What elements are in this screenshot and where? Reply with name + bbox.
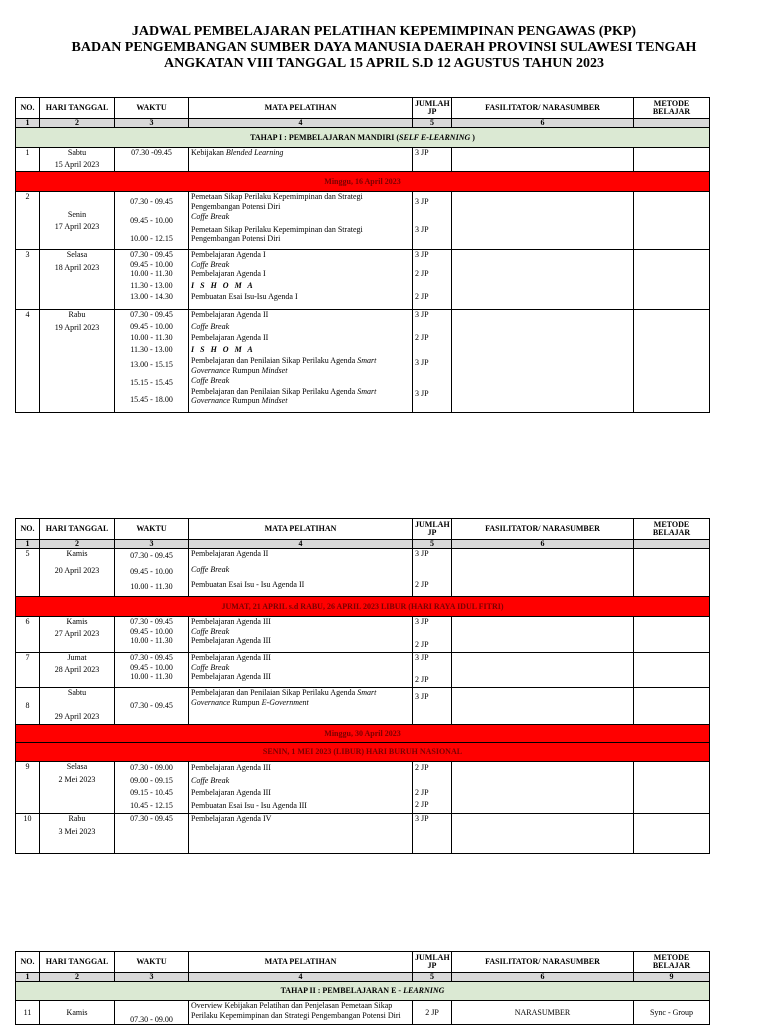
- col-number: 2: [40, 119, 115, 128]
- col-number: 1: [16, 973, 40, 982]
- row-day: Selasa 18 April 2023: [40, 250, 115, 310]
- row-facilitator: NARASUMBER: [452, 1001, 634, 1025]
- row-subject: Kebijakan Blended Learning: [189, 148, 413, 172]
- schedule-table-2: [15, 518, 710, 854]
- row-facilitator: [452, 688, 634, 725]
- table-row: [16, 250, 710, 310]
- col-header-no: NO.: [16, 98, 40, 119]
- row-method: [634, 617, 710, 653]
- row-jp: 3 JP 2 JP: [413, 549, 452, 597]
- table-header-row: [16, 98, 710, 119]
- row-jp: 2 JP: [413, 1001, 452, 1025]
- row-method: [634, 762, 710, 814]
- doc-title-line-2: BADAN PENGEMBANGAN SUMBER DAYA MANUSIA DAERAH PROVINSI SULAWESI TENGAH: [71, 40, 697, 55]
- row-day: Jumat 28 April 2023: [40, 653, 115, 688]
- table-row: [16, 549, 710, 597]
- row-day: Sabtu 15 April 2023: [40, 148, 115, 172]
- row-day: Rabu 19 April 2023: [40, 310, 115, 413]
- row-jp: 3 JP 2 JP 2 JP: [413, 250, 452, 310]
- col-header-facilitator: FASILITATOR/ NARASUMBER: [452, 98, 634, 119]
- row-subject: Pembelajaran Agenda I Coffe Break Pembelajaran Agenda I I S H O M A Pembuatan Esai Isu-Isu Agenda I: [189, 250, 413, 310]
- row-method: [634, 250, 710, 310]
- row-subject: Pemetaan Sikap Perilaku Kepemimpinan dan Strategi Pengembangan Potensi Diri Coffe Break Pemetaan Sikap Perilaku Kepemimpinan dan Strategi Pengembangan Potensi Diri: [189, 192, 413, 250]
- row-day: Kamis 20 April 2023: [40, 549, 115, 597]
- row-day: Selasa 2 Mei 2023: [40, 762, 115, 814]
- row-jp: 3 JP 2 JP: [413, 617, 452, 653]
- row-subject: Pembelajaran Agenda III Coffe Break Pembelajaran Agenda III: [189, 617, 413, 653]
- row-jp: 3 JP: [413, 688, 452, 725]
- row-no: 9: [16, 762, 40, 814]
- row-day: Sabtu 29 April 2023: [40, 688, 115, 725]
- row-facilitator: [452, 762, 634, 814]
- row-day: Senin 17 April 2023: [40, 192, 115, 250]
- row-jp: 2 JP 2 JP 2 JP: [413, 762, 452, 814]
- col-header-facilitator: FASILITATOR/ NARASUMBER: [452, 519, 634, 540]
- row-jp: 3 JP: [413, 814, 452, 854]
- row-method: [634, 549, 710, 597]
- col-number: 6: [452, 973, 634, 982]
- schedule-table-1: [15, 97, 710, 413]
- row-subject: Pembelajaran Agenda II Coffe Break Pembuatan Esai Isu - Isu Agenda II: [189, 549, 413, 597]
- table-row: [16, 192, 710, 250]
- row-no: 6: [16, 617, 40, 653]
- column-number-row: [16, 119, 710, 128]
- row-subject: Pembelajaran dan Penilaian Sikap Perilaku Agenda Smart Governance Rumpun E-Government: [189, 688, 413, 725]
- col-number: 3: [115, 973, 189, 982]
- row-time: 07.30 - 09.45 09.45 - 10.00 10.00 - 11.30 11.30 - 13.00 13.00 - 15.15 15.15 - 15.45 15.45 - 18.00: [115, 310, 189, 413]
- col-number: 1: [16, 119, 40, 128]
- col-number: [634, 540, 710, 549]
- holiday-label: Minggu, 16 April 2023: [16, 172, 710, 192]
- stage-label: TAHAP II : PEMBELAJARAN E - LEARNING: [16, 982, 710, 1001]
- row-time: 07.30 - 09.45: [115, 814, 189, 854]
- col-header-jp: JUMLAH JP: [413, 98, 452, 119]
- col-number: 9: [634, 973, 710, 982]
- col-header-day: HARI TANGGAL: [40, 519, 115, 540]
- col-number: 3: [115, 540, 189, 549]
- col-number: 1: [16, 540, 40, 549]
- row-no: 5: [16, 549, 40, 597]
- row-method: [634, 148, 710, 172]
- stage-row: [16, 982, 710, 1001]
- row-no: 11: [16, 1001, 40, 1025]
- stage-row: [16, 128, 710, 148]
- table-row: [16, 148, 710, 172]
- row-subject: Pembelajaran Agenda III Coffe Break Pembelajaran Agenda III: [189, 653, 413, 688]
- column-number-row: [16, 973, 710, 982]
- row-time: 07.30 - 09.45 09.45 - 10.00 10.00 - 12.15: [115, 192, 189, 250]
- row-time: 07.30 - 09.00 09.00 - 09.15 09.15 - 10.45 10.45 - 12.15: [115, 762, 189, 814]
- col-header-time: WAKTU: [115, 952, 189, 973]
- holiday-row: [16, 597, 710, 617]
- row-no: 1: [16, 148, 40, 172]
- col-header-day: HARI TANGGAL: [40, 952, 115, 973]
- row-facilitator: [452, 250, 634, 310]
- col-number: 2: [40, 973, 115, 982]
- table-row: [16, 688, 710, 725]
- col-header-method: METODE BELAJAR: [634, 952, 710, 973]
- col-header-time: WAKTU: [115, 98, 189, 119]
- row-facilitator: [452, 617, 634, 653]
- col-header-method: METODE BELAJAR: [634, 98, 710, 119]
- row-day: Kamis: [40, 1001, 115, 1025]
- table-row: [16, 617, 710, 653]
- holiday-label: SENIN, 1 MEI 2023 (LIBUR) HARI BURUH NASIONAL: [16, 743, 710, 762]
- row-facilitator: [452, 148, 634, 172]
- holiday-row: [16, 725, 710, 743]
- col-number: 6: [452, 119, 634, 128]
- col-number: 4: [189, 119, 413, 128]
- col-number: 5: [413, 973, 452, 982]
- row-facilitator: [452, 192, 634, 250]
- col-header-method: METODE BELAJAR: [634, 519, 710, 540]
- col-header-no: NO.: [16, 952, 40, 973]
- row-method: Sync - Group: [634, 1001, 710, 1025]
- row-method: [634, 653, 710, 688]
- row-method: [634, 688, 710, 725]
- row-no: 3: [16, 250, 40, 310]
- col-number: [634, 119, 710, 128]
- row-time: 07.30 - 09.45 09.45 - 10.00 10.00 - 11.30 11.30 - 13.00 13.00 - 14.30: [115, 250, 189, 310]
- row-no: 2: [16, 192, 40, 250]
- row-subject: Pembelajaran Agenda II Coffe Break Pembelajaran Agenda II I S H O M A Pembelajaran dan Penilaian Sikap Perilaku Agenda Smart Governance Rumpun Mindset Coffe Break Pembelajaran dan Penilaian Sikap Perilaku Agenda Smart Governance Rumpun Mindset: [189, 310, 413, 413]
- holiday-row: [16, 172, 710, 192]
- row-jp: 3 JP 2 JP: [413, 653, 452, 688]
- stage-label: TAHAP I : PEMBELAJARAN MANDIRI (SELF E-LEARNING ): [16, 128, 710, 148]
- row-time: 07.30 - 09.45 09.45 - 10.00 10.00 - 11.30: [115, 617, 189, 653]
- table-row: [16, 762, 710, 814]
- row-time: 07.30 - 09.45 09.45 - 10.00 10.00 - 11.30: [115, 549, 189, 597]
- table-row: [16, 1001, 710, 1025]
- col-header-jp: JUMLAH JP: [413, 519, 452, 540]
- doc-title-line-1: JADWAL PEMBELAJARAN PELATIHAN KEPEMIMPINAN PENGAWAS (PKP): [131, 24, 637, 39]
- col-header-no: NO.: [16, 519, 40, 540]
- row-method: [634, 814, 710, 854]
- col-number: 4: [189, 540, 413, 549]
- row-time: 07.30 - 09.45 09.45 - 10.00 10.00 - 11.30: [115, 653, 189, 688]
- col-header-subject: MATA PELATIHAN: [189, 519, 413, 540]
- col-header-time: WAKTU: [115, 519, 189, 540]
- row-jp: 3 JP 3 JP: [413, 192, 452, 250]
- table-header-row: [16, 952, 710, 973]
- row-no: 10: [16, 814, 40, 854]
- col-number: 5: [413, 119, 452, 128]
- row-method: [634, 192, 710, 250]
- row-day: Kamis 27 April 2023: [40, 617, 115, 653]
- col-header-facilitator: FASILITATOR/ NARASUMBER: [452, 952, 634, 973]
- row-jp: 3 JP 2 JP 3 JP 3 JP: [413, 310, 452, 413]
- col-number: 6: [452, 540, 634, 549]
- row-facilitator: [452, 549, 634, 597]
- row-jp: 3 JP: [413, 148, 452, 172]
- col-number: 2: [40, 540, 115, 549]
- row-no: 7: [16, 653, 40, 688]
- row-time: 07.30 - 09.00: [115, 1001, 189, 1025]
- row-subject: Pembelajaran Agenda III Coffe Break Pembelajaran Agenda III Pembuatan Esai Isu - Isu Agenda III: [189, 762, 413, 814]
- row-facilitator: [452, 814, 634, 854]
- row-subject: Overview Kebijakan Pelatihan dan Penjelasan Pemetaan Sikap Perilaku Kepemimpinan dan Strategi Pengembangan Potensi Diri: [189, 1001, 413, 1025]
- column-number-row: [16, 540, 710, 549]
- col-number: 5: [413, 540, 452, 549]
- row-time: 07.30 -09.45: [115, 148, 189, 172]
- row-day: Rabu 3 Mei 2023: [40, 814, 115, 854]
- row-no: 8: [16, 688, 40, 725]
- holiday-label: JUMAT, 21 APRIL s.d RABU, 26 APRIL 2023 LIBUR (HARI RAYA IDUL FITRI): [16, 597, 710, 617]
- table-row: [16, 310, 710, 413]
- doc-title-line-3: ANGKATAN VIII TANGGAL 15 APRIL S.D 12 AGUSTUS TAHUN 2023: [163, 56, 605, 71]
- row-facilitator: [452, 310, 634, 413]
- table-header-row: [16, 519, 710, 540]
- col-number: 3: [115, 119, 189, 128]
- row-facilitator: [452, 653, 634, 688]
- row-no: 4: [16, 310, 40, 413]
- row-time: 07.30 - 09.45: [115, 688, 189, 725]
- row-method: [634, 310, 710, 413]
- col-header-jp: JUMLAH JP: [413, 952, 452, 973]
- schedule-table-3: [15, 951, 710, 1025]
- holiday-label: Minggu, 30 April 2023: [16, 725, 710, 743]
- col-header-day: HARI TANGGAL: [40, 98, 115, 119]
- table-row: [16, 653, 710, 688]
- col-number: 4: [189, 973, 413, 982]
- col-header-subject: MATA PELATIHAN: [189, 98, 413, 119]
- table-row: [16, 814, 710, 854]
- holiday-row: [16, 743, 710, 762]
- row-subject: Pembelajaran Agenda IV: [189, 814, 413, 854]
- col-header-subject: MATA PELATIHAN: [189, 952, 413, 973]
